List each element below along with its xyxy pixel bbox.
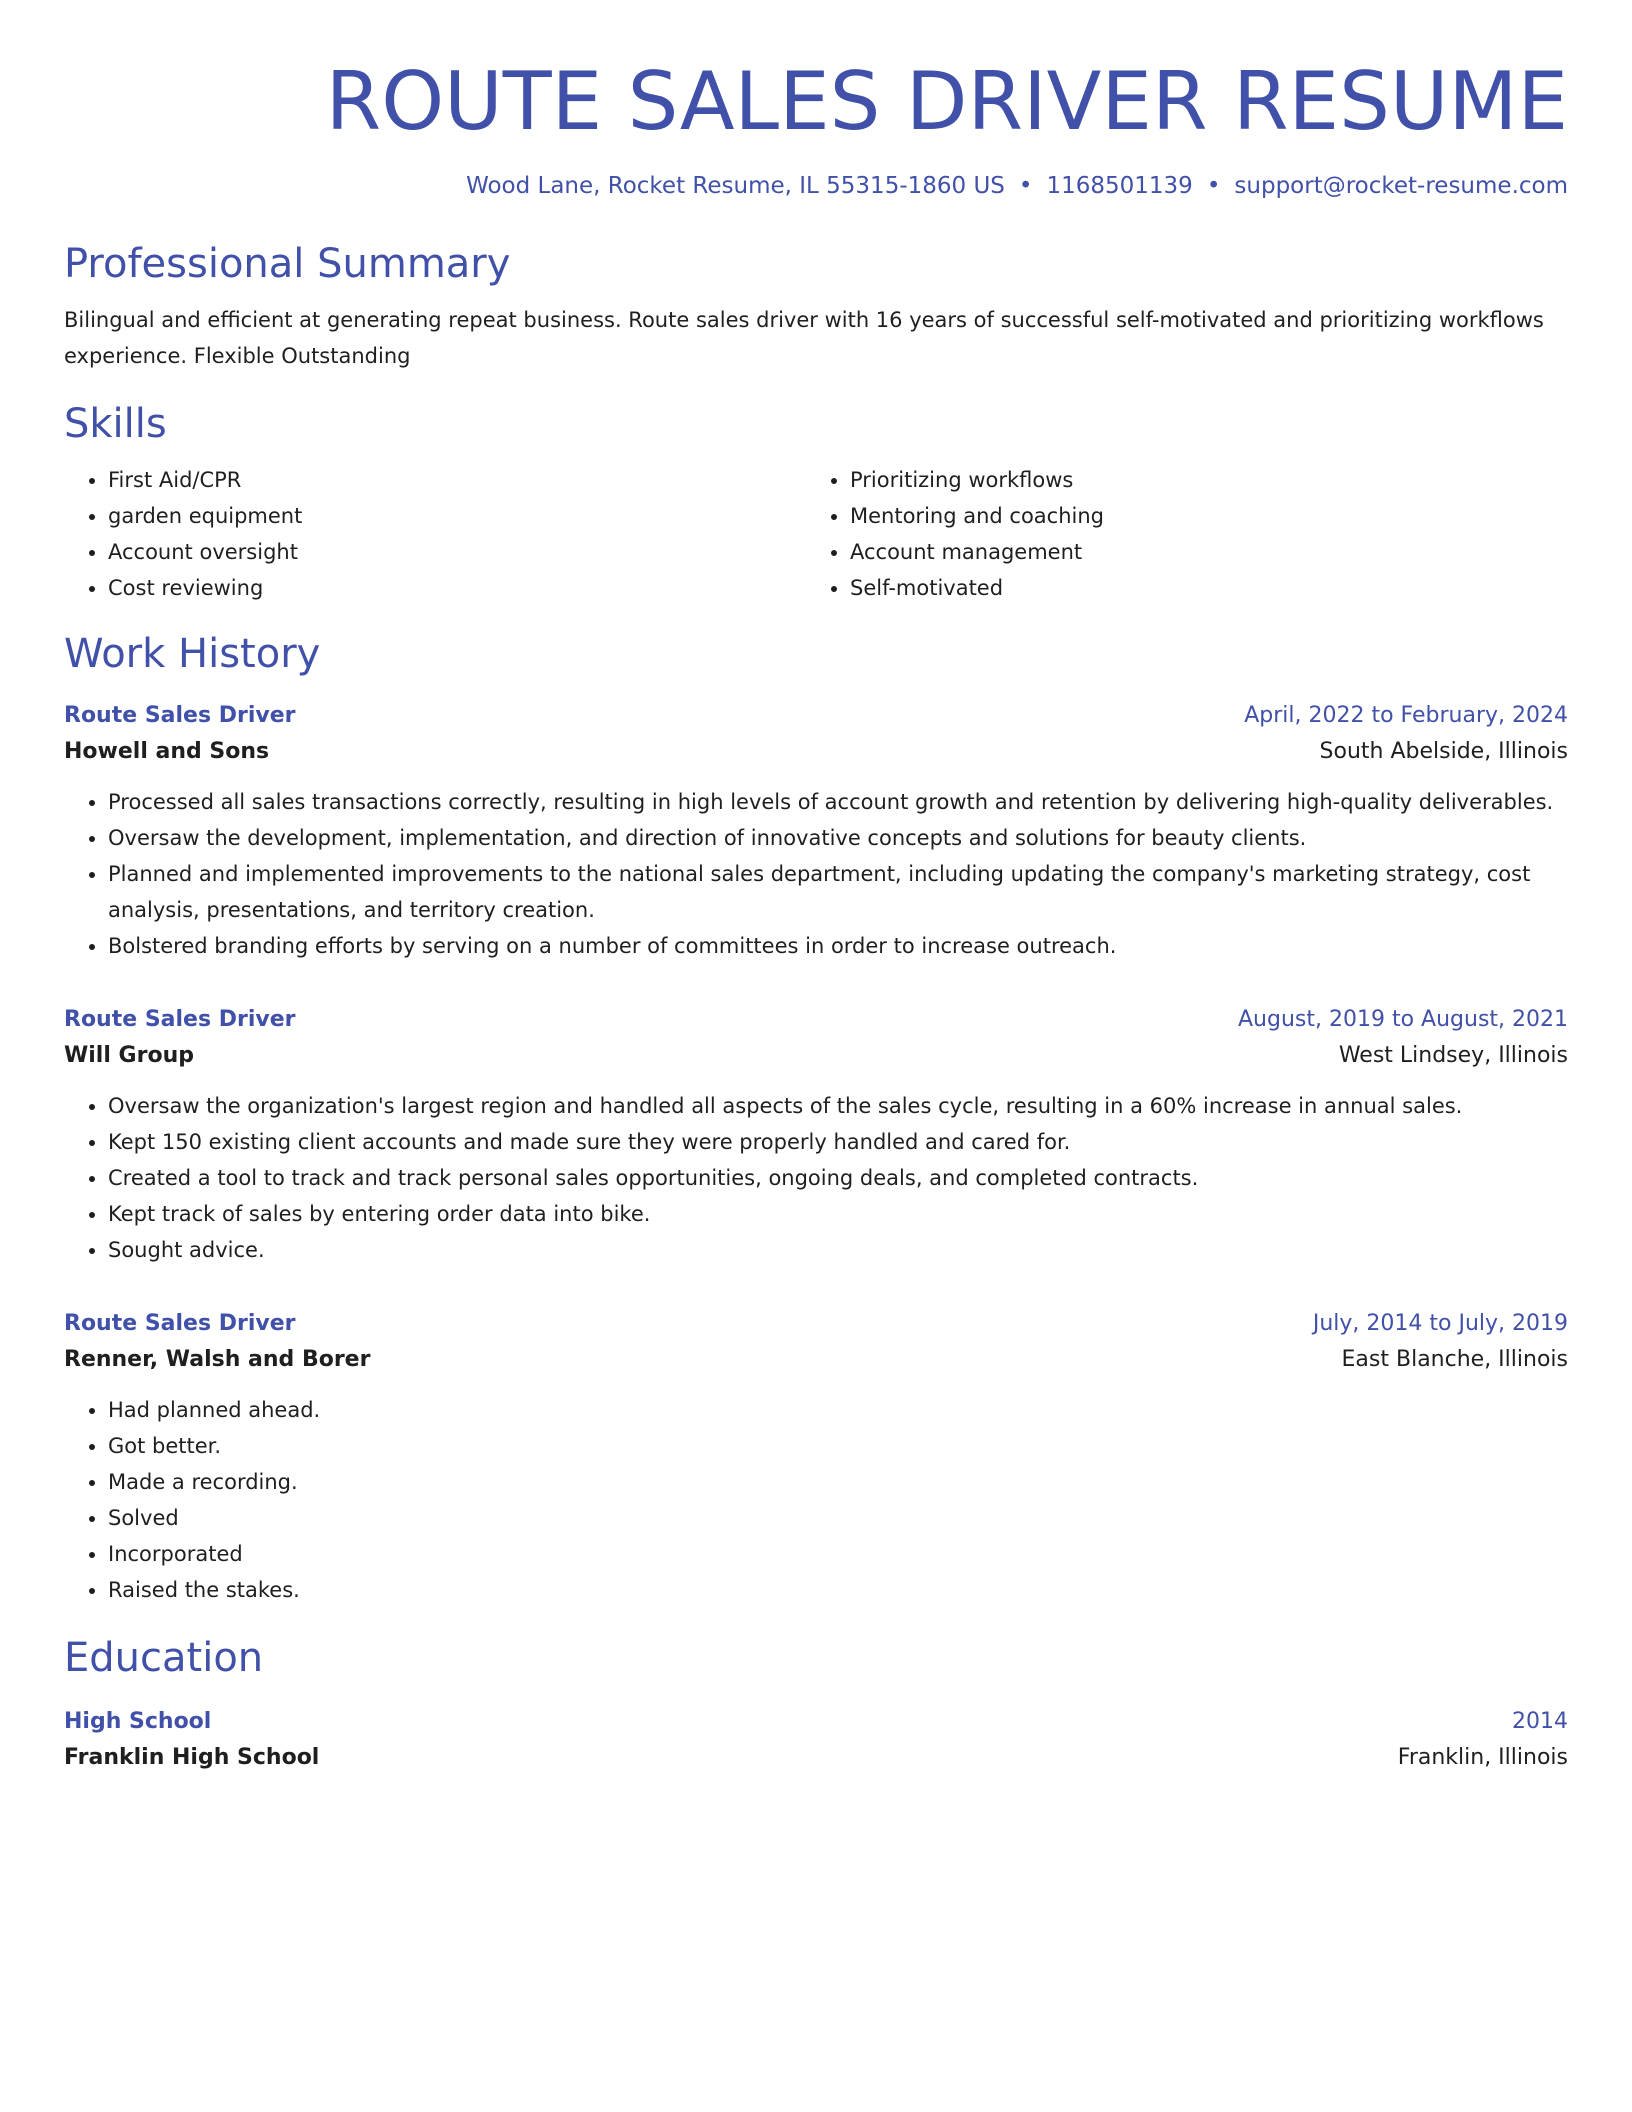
job-bullet: • Had planned ahead. xyxy=(108,1392,1568,1428)
job-bullet: • Got better. xyxy=(108,1428,1568,1464)
job-bullet: • Processed all sales transactions correctly, resulting in high levels of account growth and retention by delivering high-quality deliverables. xyxy=(108,784,1568,820)
job-bullet: • Incorporated xyxy=(108,1536,1568,1572)
skills-column-right xyxy=(806,462,1548,606)
job-location: East Blanche, Illinois xyxy=(1341,1347,1568,1372)
job-dates: April, 2022 to February, 2024 xyxy=(1244,703,1568,728)
job-bullets xyxy=(64,1392,1568,1608)
skill-item: • Self-motivated xyxy=(850,570,1548,606)
job-dates: July, 2014 to July, 2019 xyxy=(1312,1311,1568,1336)
summary-text: Bilingual and efficient at generating repeat business. Route sales driver with 16 years of successful self-motivated and prioritizing workflows experience. Flexible Outstanding xyxy=(64,308,1544,368)
job-role: Route Sales Driver xyxy=(64,1007,296,1032)
skill-item: • First Aid/CPR xyxy=(108,462,806,498)
job-entry xyxy=(64,698,1568,964)
skill-item: • Account management xyxy=(850,534,1548,570)
skill-item: • garden equipment xyxy=(108,498,806,534)
job-bullet: • Oversaw the organization's largest region and handled all aspects of the sales cycle, resulting in a 60% increase in annual sales. xyxy=(108,1088,1568,1124)
skills-grid xyxy=(64,462,1568,606)
job-bullet: • Solved xyxy=(108,1500,1568,1536)
job-role: Route Sales Driver xyxy=(64,1311,296,1336)
job-entry xyxy=(64,1306,1568,1608)
skills-column-left xyxy=(64,462,806,606)
job-bullet: • Bolstered branding efforts by serving on a number of committees in order to increase outreach. xyxy=(108,928,1568,964)
job-dates: August, 2019 to August, 2021 xyxy=(1238,1007,1568,1032)
contact-phone: 1168501139 xyxy=(1046,173,1193,199)
job-entry xyxy=(64,1002,1568,1268)
work-history-heading: Work History xyxy=(64,631,321,677)
contact-line xyxy=(64,170,1568,202)
job-bullet: • Made a recording. xyxy=(108,1464,1568,1500)
job-bullet: • Oversaw the development, implementation, and direction of innovative concepts and solutions for beauty clients. xyxy=(108,820,1568,856)
job-bullet: • Kept track of sales by entering order data into bike. xyxy=(108,1196,1568,1232)
education-heading: Education xyxy=(64,1635,264,1681)
skill-item: • Mentoring and coaching xyxy=(850,498,1548,534)
job-bullet: • Created a tool to track and track personal sales opportunities, ongoing deals, and completed contracts. xyxy=(108,1160,1568,1196)
job-bullets xyxy=(64,1088,1568,1268)
job-location: South Abelside, Illinois xyxy=(1319,739,1568,764)
job-bullet: • Kept 150 existing client accounts and made sure they were properly handled and cared for. xyxy=(108,1124,1568,1160)
education-entry xyxy=(64,1704,1568,1776)
resume-page xyxy=(64,0,1568,1776)
education-year: 2014 xyxy=(1512,1709,1568,1734)
job-bullets xyxy=(64,784,1568,964)
skill-item: • Account oversight xyxy=(108,534,806,570)
contact-separator: • xyxy=(1206,173,1221,199)
skill-item: • Cost reviewing xyxy=(108,570,806,606)
job-company: Renner, Walsh and Borer xyxy=(64,1347,371,1372)
summary-heading: Professional Summary xyxy=(64,241,511,287)
education-location: Franklin, Illinois xyxy=(1397,1745,1568,1770)
job-role: Route Sales Driver xyxy=(64,703,296,728)
job-company: Will Group xyxy=(64,1043,194,1068)
skills-heading: Skills xyxy=(64,401,167,447)
job-bullet: • Planned and implemented improvements to the national sales department, including updating the company's marketing strategy, cost analysis, presentations, and territory creation. xyxy=(108,856,1568,928)
job-bullet: • Sought advice. xyxy=(108,1232,1568,1268)
resume-title: ROUTE SALES DRIVER RESUME xyxy=(325,55,1568,148)
job-location: West Lindsey, Illinois xyxy=(1338,1043,1568,1068)
skill-item: • Prioritizing workflows xyxy=(850,462,1548,498)
contact-email[interactable]: support@rocket-resume.com xyxy=(1234,173,1568,199)
education-degree: High School xyxy=(64,1709,212,1734)
job-company: Howell and Sons xyxy=(64,739,270,764)
job-bullet: • Raised the stakes. xyxy=(108,1572,1568,1608)
contact-address: Wood Lane, Rocket Resume, IL 55315-1860 US xyxy=(466,173,1005,199)
contact-separator: • xyxy=(1018,173,1033,199)
education-school: Franklin High School xyxy=(64,1745,320,1770)
